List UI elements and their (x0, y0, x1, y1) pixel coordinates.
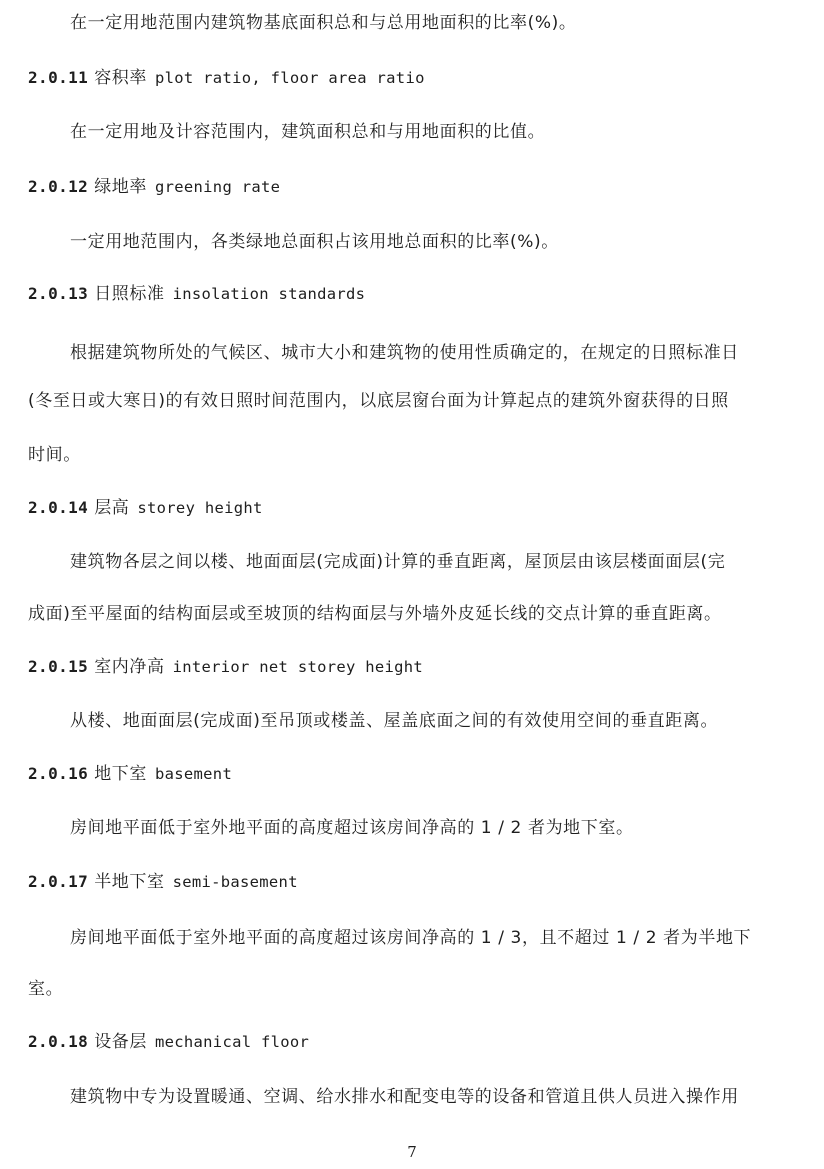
term-english: mechanical floor (155, 1033, 310, 1051)
term-chinese: 地下室 (94, 764, 148, 784)
definition-text: 时间。 (28, 445, 81, 465)
definition-text: 根据建筑物所处的气候区、城市大小和建筑物的使用性质确定的，在规定的日照标准日 (70, 343, 739, 363)
definition-text: 建筑物各层之间以楼、地面面层(完成面)计算的垂直距离，屋顶层由该层楼面面层(完 (70, 552, 726, 572)
term-heading-2-0-12 (28, 176, 280, 198)
definition-text: 房间地平面低于室外地平面的高度超过该房间净高的 1 / 3，且不超过 1 / 2 者为半地下 (70, 928, 752, 948)
term-number: 2.0.14 (28, 498, 89, 517)
term-english: basement (155, 765, 233, 783)
term-english: storey height (137, 499, 263, 517)
term-chinese: 容积率 (94, 68, 148, 88)
definition-text: 房间地平面低于室外地平面的高度超过该房间净高的 1 / 2 者为地下室。 (70, 818, 634, 838)
term-heading-2-0-11 (28, 67, 425, 89)
term-heading-2-0-16 (28, 763, 232, 785)
term-english: semi-basement (172, 873, 298, 891)
term-heading-2-0-14 (28, 497, 263, 519)
term-chinese: 半地下室 (94, 872, 165, 892)
term-chinese: 室内净高 (94, 657, 165, 677)
term-chinese: 日照标准 (94, 284, 165, 304)
term-number: 2.0.18 (28, 1032, 89, 1051)
term-number: 2.0.17 (28, 872, 89, 891)
definition-text: 在一定用地及计容范围内，建筑面积总和与用地面积的比值。 (70, 122, 546, 142)
term-number: 2.0.13 (28, 284, 89, 303)
term-english: plot ratio, floor area ratio (155, 69, 425, 87)
term-number: 2.0.11 (28, 68, 89, 87)
term-chinese: 层高 (94, 498, 130, 518)
term-chinese: 设备层 (94, 1032, 148, 1052)
definition-text: 一定用地范围内，各类绿地总面积占该用地总面积的比率(%)。 (70, 232, 559, 252)
definition-text: 成面)至平屋面的结构面层或至坡顶的结构面层与外墙外皮延长线的交点计算的垂直距离。 (28, 604, 722, 624)
term-number: 2.0.16 (28, 764, 89, 783)
term-number: 2.0.15 (28, 657, 89, 676)
term-heading-2-0-13 (28, 283, 365, 305)
term-chinese: 绿地率 (94, 177, 148, 197)
definition-text: (冬至日或大寒日)的有效日照时间范围内，以底层窗台面为计算起点的建筑外窗获得的日照 (28, 391, 729, 411)
definition-text: 在一定用地范围内建筑物基底面积总和与总用地面积的比率(%)。 (70, 13, 577, 33)
page-number: 7 (407, 1143, 417, 1161)
term-english: insolation standards (172, 285, 366, 303)
definition-text: 建筑物中专为设置暖通、空调、给水排水和配变电等的设备和管道且供人员进入操作用 (70, 1087, 739, 1107)
term-heading-2-0-18 (28, 1031, 309, 1053)
term-english: greening rate (155, 178, 281, 196)
term-number: 2.0.12 (28, 177, 89, 196)
definition-text: 从楼、地面面层(完成面)至吊顶或楼盖、屋盖底面之间的有效使用空间的垂直距离。 (70, 711, 719, 731)
term-english: interior net storey height (172, 658, 424, 676)
term-heading-2-0-15 (28, 656, 423, 678)
definition-text: 室。 (28, 979, 64, 999)
term-heading-2-0-17 (28, 871, 298, 893)
